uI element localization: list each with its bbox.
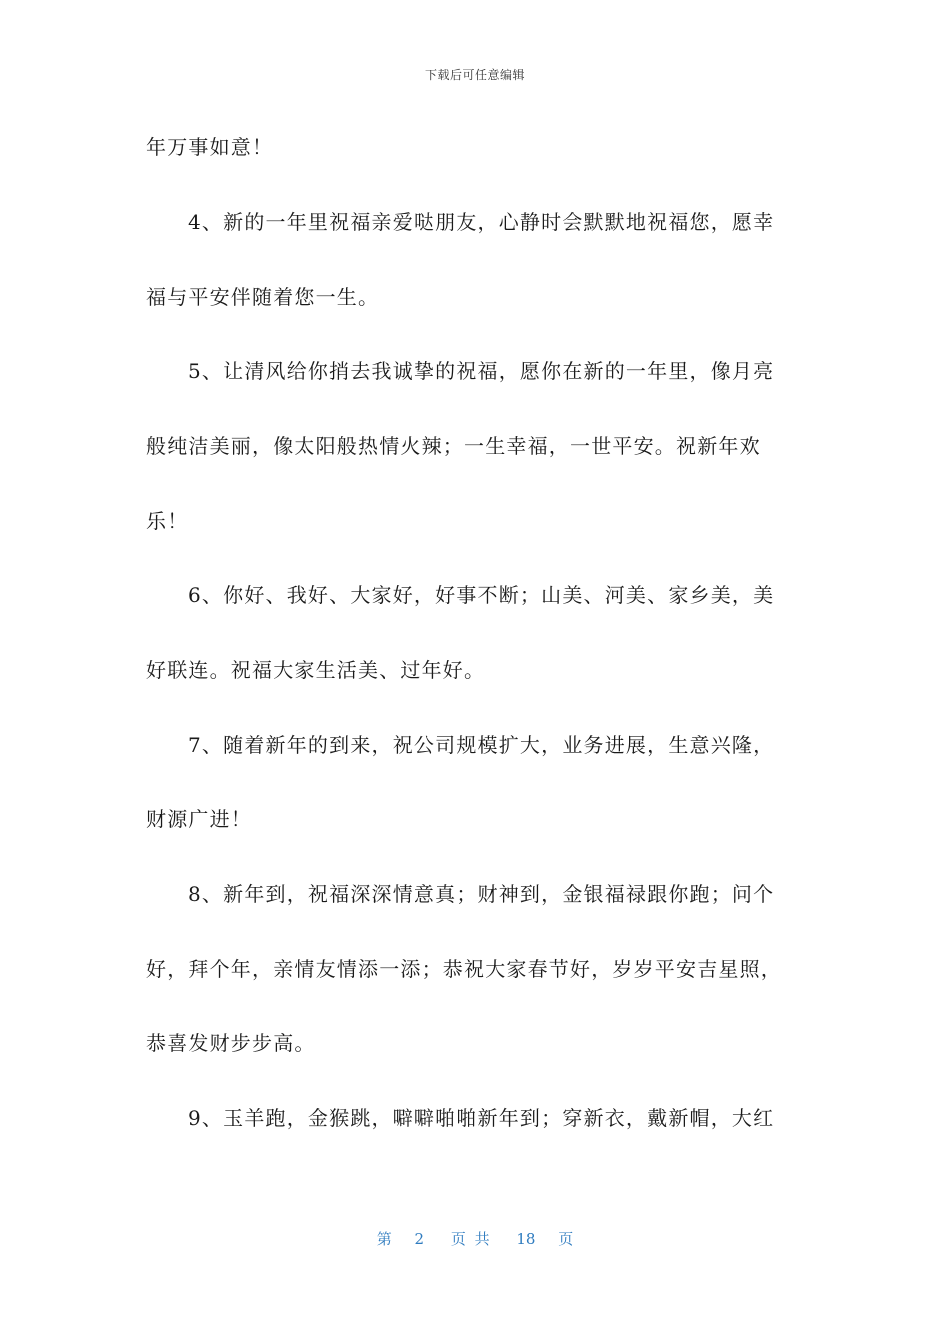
footer-middle: 页 共: [450, 1230, 490, 1248]
body-line: 福与平安伴随着您一生。: [146, 285, 380, 309]
page-header: 下载后可任意编辑: [424, 68, 525, 82]
page-footer: [0, 1228, 950, 1249]
body-line: 年万事如意！: [146, 135, 274, 159]
body-line: 6、你好、我好、大家好，好事不断；山美、河美、家乡美，美: [188, 583, 775, 607]
body-line: 4、新的一年里祝福亲爱哒朋友，心静时会默默地祝福您，愿幸: [188, 210, 775, 234]
body-line: 财源广进！: [146, 807, 252, 831]
body-line: 9、玉羊跑，金猴跳，噼噼啪啪新年到；穿新衣，戴新帽，大红: [188, 1106, 775, 1130]
body-line: 恭喜发财步步高。: [146, 1031, 316, 1055]
footer-total-pages: 18: [516, 1230, 536, 1248]
body-line: 乐！: [146, 509, 189, 533]
footer-prefix: 第: [376, 1230, 392, 1248]
body-line: 8、新年到，祝福深深情意真；财神到，金银福禄跟你跑；问个: [188, 882, 775, 906]
body-line: 5、让清风给你捎去我诚挚的祝福，愿你在新的一年里，像月亮: [188, 359, 775, 383]
body-line: 好联连。祝福大家生活美、过年好。: [146, 658, 486, 682]
footer-page-number: 2: [414, 1230, 425, 1248]
footer-suffix: 页: [558, 1230, 574, 1248]
body-line: 7、随着新年的到来，祝公司规模扩大，业务进展，生意兴隆，: [188, 733, 775, 757]
body-line: 好，拜个年，亲情友情添一添；恭祝大家春节好，岁岁平安吉星照，: [146, 957, 782, 981]
body-line: 般纯洁美丽，像太阳般热情火辣；一生幸福，一世平安。祝新年欢: [146, 434, 761, 458]
